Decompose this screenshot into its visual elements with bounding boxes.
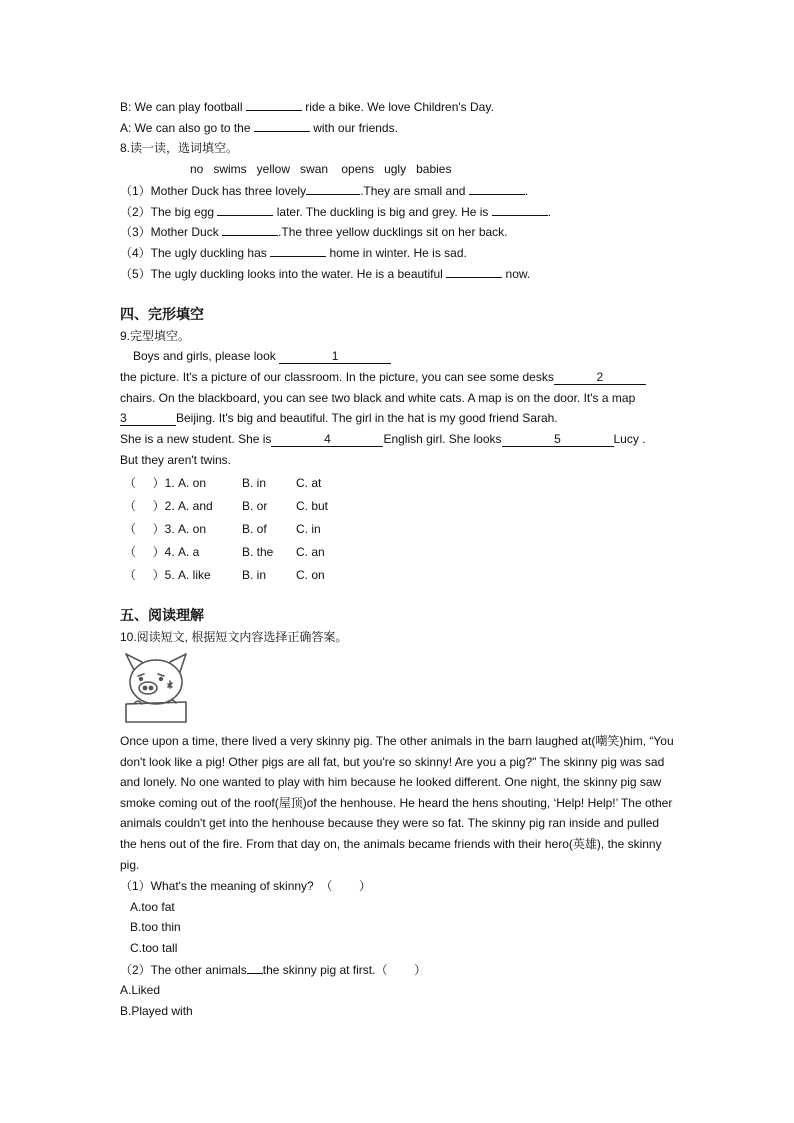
q8-item-3: （3）Mother Duck .The three yellow ducklings sit on her back. [120,225,508,239]
answer-blank[interactable] [446,265,502,278]
reading-q1: （1）What's the meaning of skinny? （ ） [120,879,372,893]
q8-word-bank: no swims yellow swan opens ugly babies [190,162,452,176]
cloze-blank-4[interactable]: 4 [271,432,383,447]
q8-title: 8.读一读，选词填空。 [120,141,239,155]
answer-blank[interactable] [306,182,360,195]
q8-item-4: （4）The ugly duckling has home in winter. He is sad. [120,246,467,260]
answer-blank[interactable] [254,119,310,132]
q8-item-1: （1）Mother Duck has three lovely .They are small and . [120,184,529,198]
choice-row: （ ）5. A. like B. in C. on [124,567,325,582]
q1-option-a[interactable]: A.too fat [130,900,175,914]
cloze-blank-5[interactable]: 5 [502,432,614,447]
answer-blank[interactable] [270,244,326,257]
choice-row: （ ）1. A. on B. in C. at [124,475,322,490]
reading-q2: （2）The other animals the skinny pig at first.（ ） [120,963,427,977]
cloze-blank-3[interactable]: 3 [120,411,176,426]
section-heading-cloze: 四、完形填空 [120,306,204,322]
pig-illustration [120,650,192,724]
cloze-line-6: But they aren't twins. [120,453,232,467]
q2-option-b[interactable]: B.Played with [120,1004,193,1018]
cloze-line-4: 3 Beijing. It's big and beautiful. The girl in the hat is my good friend Sarah. [120,411,558,425]
q10-title: 10.阅读短文, 根据短文内容选择正确答案。 [120,630,348,644]
choice-row: （ ）4. A. a B. the C. an [124,544,325,559]
q8-item-2: （2）The big egg later. The duckling is big and grey. He is . [120,205,552,219]
reading-passage: Once upon a time, there lived a very skinny pig. The other animals in the barn laughed at(嘲笑)him, “You don't look like a pig! Other pigs are all fat, but you're so skinny! Are you a pig?" The skinny pig was sad and lonely. No one wanted to play with him because he looked different. One night, the skinny pig saw smoke coming out of the roof(屋顶)of the henhouse. He heard the hens shouting, ‘Help! Help!’ The other animals couldn't get into the henhouse because they were so fat. The skinny pig ran inside and pulled the hens out of the fire. From that day on, the animals became friends with their hero(英雄), the skinny pig. [120,734,674,872]
q8-item-5: （5）The ugly duckling looks into the water. He is a beautiful now. [120,267,531,281]
answer-blank[interactable] [217,203,273,216]
cloze-line-3: chairs. On the blackboard, you can see two black and white cats. A map is on the door. It's a map [120,391,636,405]
answer-blank[interactable] [222,223,278,236]
choice-row: （ ）3. A. on B. of C. in [124,521,321,536]
q9-title: 9.完型填空。 [120,329,191,343]
q2-option-a[interactable]: A.Liked [120,983,161,997]
cloze-blank-1[interactable]: 1 [279,349,391,364]
dialog-line-b: B: We can play football ride a bike. We love Children's Day. [120,100,494,114]
choice-row: （ ）2. A. and B. or C. but [124,498,329,513]
cloze-blank-2[interactable]: 2 [554,370,646,385]
answer-blank[interactable] [492,203,548,216]
q1-option-c[interactable]: C.too tall [130,941,178,955]
answer-blank[interactable] [246,98,302,111]
cloze-line-5: She is a new student. She is 4 English girl. She looks 5 Lucy . [120,432,646,446]
cloze-line-1: Boys and girls, please look 1 [133,348,391,364]
q1-option-b[interactable]: B.too thin [130,920,181,934]
answer-blank[interactable] [469,182,525,195]
section-heading-reading: 五、阅读理解 [120,607,204,623]
cloze-line-2: the picture. It's a picture of our classroom. In the picture, you can see some desks 2 [120,369,646,385]
answer-blank[interactable] [247,961,263,974]
cloze-choices [124,471,328,586]
dialog-line-a: A: We can also go to the with our friends. [120,121,398,135]
